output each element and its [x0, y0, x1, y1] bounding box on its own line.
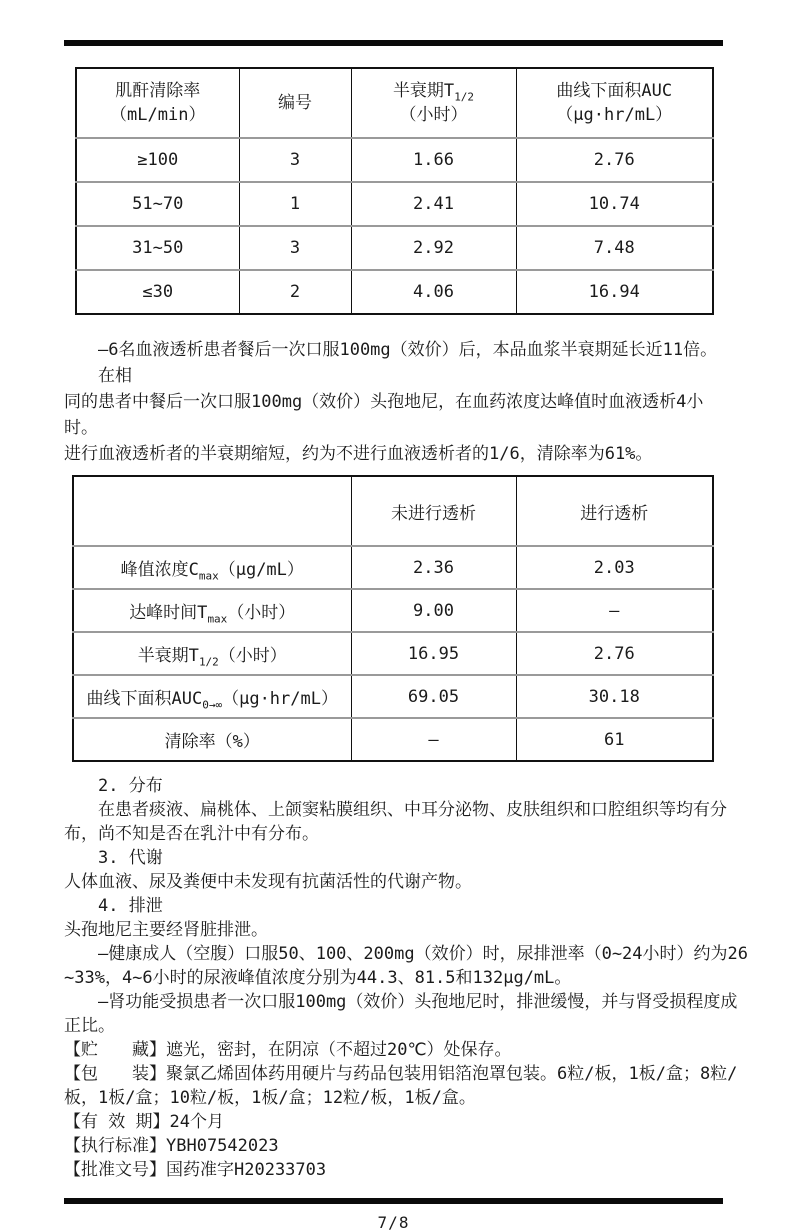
cell-no-dialysis-value: –: [351, 718, 516, 761]
subscript: 1/2: [454, 90, 475, 104]
shelf-life-line: 【有 效 期】24个月: [64, 1112, 224, 1132]
page-number: 7/8: [377, 1213, 410, 1232]
cell-clearance-range: 51~70: [76, 182, 239, 226]
header-unit: （μg·hr/mL）: [556, 105, 673, 125]
cell-dialysis-value: 2.03: [516, 546, 713, 589]
table-header-row: [73, 476, 713, 546]
paragraph-line: 同的患者中餐后一次口服100mg（效价）头孢地尼，在血药浓度达峰值时血液透析4小时。: [64, 392, 704, 438]
cell-no-dialysis-value: 16.95: [351, 632, 516, 675]
header-auc: [516, 68, 713, 138]
parameter-unit: （μg·hr/mL）: [222, 689, 338, 709]
cell-parameter: [73, 675, 351, 718]
bottom-rule: [64, 1198, 723, 1204]
parameter-text: 达峰时间T: [129, 603, 208, 623]
table-row: [76, 138, 713, 182]
cell-count: 3: [239, 226, 351, 270]
header-line: 肌酐清除率: [115, 81, 201, 101]
cell-auc: 16.94: [516, 270, 713, 314]
subscript: 1/2: [198, 655, 219, 669]
parameter-unit: （μg/mL）: [218, 560, 304, 580]
cell-half-life: 4.06: [351, 270, 516, 314]
cell-parameter: [73, 718, 351, 761]
body-text-section: [64, 774, 748, 1182]
cell-auc: 7.48: [516, 226, 713, 270]
table-row: [76, 270, 713, 314]
top-rule: [64, 40, 723, 46]
parameter-text: 清除率（%）: [164, 732, 260, 752]
cell-dialysis-value: 61: [516, 718, 713, 761]
cell-dialysis-value: 30.18: [516, 675, 713, 718]
dialysis-paragraph: [64, 337, 723, 467]
section-heading-excretion: 4. 排泄: [98, 896, 163, 916]
cell-count: 3: [239, 138, 351, 182]
subscript: max: [207, 612, 228, 626]
cell-half-life: 2.41: [351, 182, 516, 226]
body-line: 正比。: [64, 1016, 115, 1036]
packaging-line: 【包 装】聚氯乙烯固体药用硬片与药品包装用铝箔泡罩包装。6粒/板，1板/盒；8粒/: [64, 1064, 738, 1084]
cell-auc: 10.74: [516, 182, 713, 226]
table-row: [76, 182, 713, 226]
header-no-dialysis: 未进行透析: [351, 476, 516, 546]
standard-line: 【执行标准】YBH07542023: [64, 1136, 279, 1156]
cell-parameter: [73, 546, 351, 589]
cell-no-dialysis-value: 69.05: [351, 675, 516, 718]
packaging-line: 板，1板/盒；10粒/板，1板/盒；12粒/板，1板/盒。: [64, 1088, 476, 1108]
cell-parameter: [73, 632, 351, 675]
parameter-text: 曲线下面积AUC: [86, 689, 203, 709]
header-unit: （mL/min）: [110, 105, 206, 125]
paragraph-line: 进行血液透析者的半衰期缩短，约为不进行血液透析者的1/6，清除率为61%。: [64, 444, 653, 464]
cell-half-life: 1.66: [351, 138, 516, 182]
header-dialysis: 进行透析: [516, 476, 713, 546]
approval-number-line: 【批准文号】国药准字H20233703: [64, 1160, 327, 1180]
subscript: 0→∞: [202, 698, 223, 712]
body-line: 在患者痰液、扁桃体、上颌窦粘膜组织、中耳分泌物、皮肤组织和口腔组织等均有分: [98, 800, 727, 820]
cell-clearance-range: ≥100: [76, 138, 239, 182]
header-line: [356, 79, 512, 103]
header-unit: （小时）: [399, 105, 468, 125]
parameter-text: 峰值浓度C: [120, 560, 199, 580]
dialysis-comparison-table: [72, 475, 714, 762]
table-row: [73, 546, 713, 589]
section-heading-metabolism: 3. 代谢: [98, 848, 163, 868]
table-row: [73, 718, 713, 761]
cell-clearance-range: 31~50: [76, 226, 239, 270]
cell-dialysis-value: 2.76: [516, 632, 713, 675]
cell-count: 1: [239, 182, 351, 226]
parameter-unit: （小时）: [218, 646, 287, 666]
body-line: 头孢地尼主要经肾脏排泄。: [64, 920, 268, 940]
table-row: [73, 589, 713, 632]
cell-no-dialysis-value: 2.36: [351, 546, 516, 589]
header-text: 半衰期T: [392, 81, 455, 101]
document-page: [64, 40, 748, 1232]
header-line: 曲线下面积AUC: [556, 81, 673, 101]
cell-count: 2: [239, 270, 351, 314]
table-row: [73, 675, 713, 718]
header-half-life: [351, 68, 516, 138]
body-line: ~33%，4~6小时的尿液峰值浓度分别为44.3、81.5和132μg/mL。: [64, 968, 572, 988]
cell-no-dialysis-value: 9.00: [351, 589, 516, 632]
paragraph-line: –6名血液透析患者餐后一次口服100mg（效价）后，本品血浆半衰期延长近11倍。在相: [98, 340, 718, 386]
header-empty: [73, 476, 351, 546]
renal-function-pk-table: [75, 67, 714, 315]
table-row: [76, 226, 713, 270]
header-subject-count: [239, 68, 351, 138]
body-line: 人体血液、尿及粪便中未发现有抗菌活性的代谢产物。: [64, 872, 472, 892]
body-line: –肾功能受损患者一次口服100mg（效价）头孢地尼时，排泄缓慢，并与肾受损程度成: [98, 992, 738, 1012]
parameter-unit: （小时）: [227, 603, 296, 623]
body-line: –健康成人（空腹）口服50、100、200mg（效价）时，尿排泄率（0~24小时）约为26: [98, 944, 748, 964]
parameter-text: 半衰期T: [137, 646, 199, 666]
cell-auc: 2.76: [516, 138, 713, 182]
body-line: 布，尚不知是否在乳汁中有分布。: [64, 824, 319, 844]
table-header-row: [76, 68, 713, 138]
header-creatinine-clearance: [76, 68, 239, 138]
storage-line: 【贮 藏】遮光，密封，在阴凉（不超过20℃）处保存。: [64, 1040, 512, 1060]
subscript: max: [198, 569, 219, 583]
cell-dialysis-value: –: [516, 589, 713, 632]
cell-half-life: 2.92: [351, 226, 516, 270]
cell-clearance-range: ≤30: [76, 270, 239, 314]
section-heading-distribution: 2. 分布: [98, 776, 163, 796]
cell-parameter: [73, 589, 351, 632]
table-row: [73, 632, 713, 675]
header-line: 编号: [278, 93, 312, 113]
